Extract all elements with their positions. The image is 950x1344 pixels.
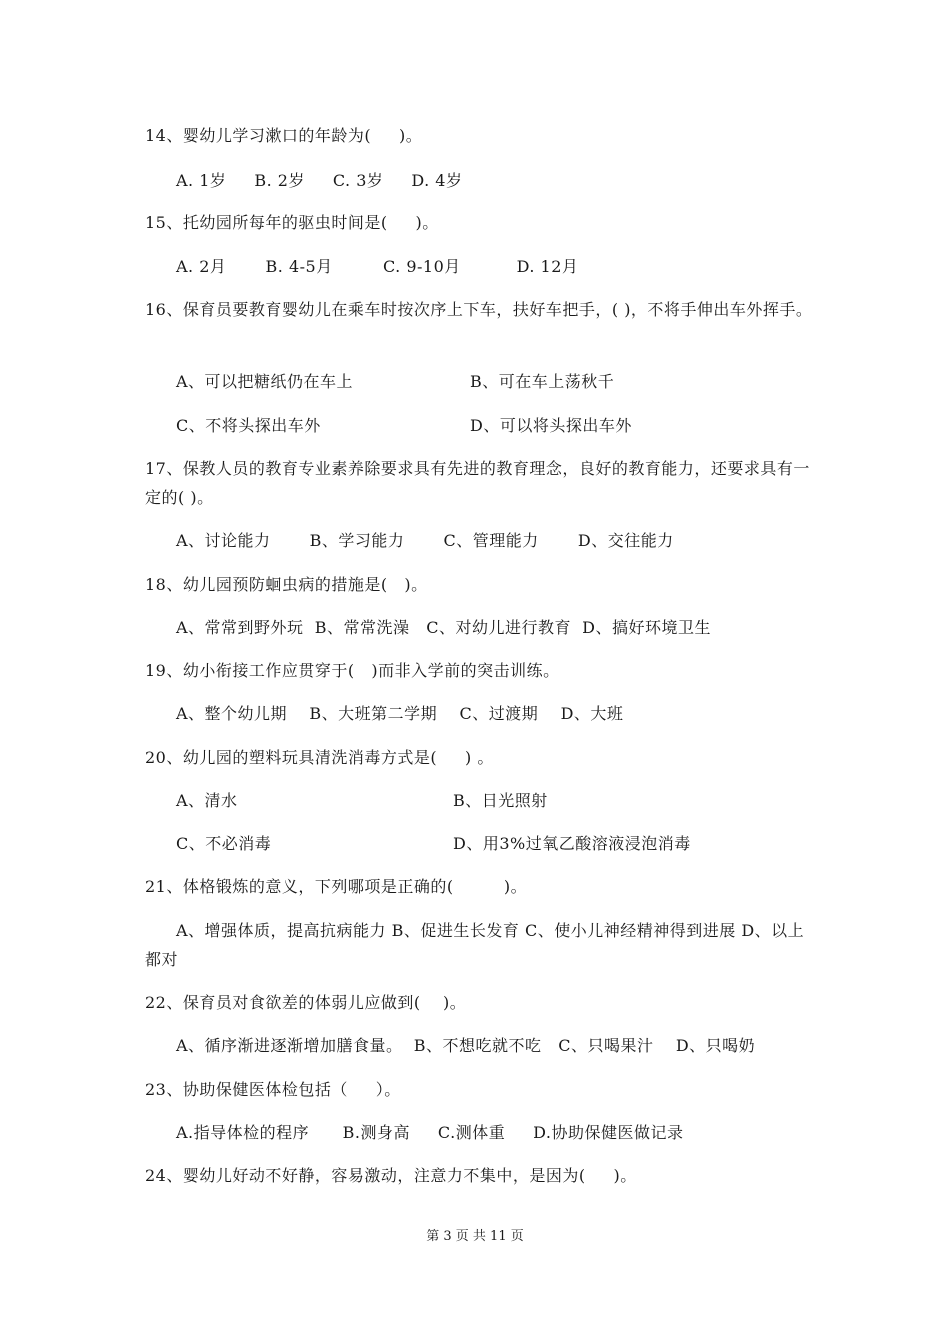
page-footer: 第 3 页 共 11 页 — [426, 1229, 524, 1244]
question-22-options: A、循序渐进逐渐增加膳食量。 B、不想吃就不吃 C、只喝果汁 D、只喝奶 — [176, 1036, 756, 1055]
question-14: 14、婴幼儿学习漱口的年龄为( )。 — [145, 126, 423, 145]
question-18: 18、幼儿园预防蛔虫病的措施是( )。 — [145, 575, 428, 594]
question-20-option-c: C、不必消毒 — [176, 834, 272, 853]
question-23: 23、协助保健医体检包括（ ）。 — [145, 1080, 401, 1099]
question-16-option-b: B、可在车上荡秋千 — [470, 372, 615, 391]
question-23-options: A.指导体检的程序 B.测身高 C.测体重 D.协助保健医做记录 — [176, 1123, 684, 1142]
question-20-option-a: A、清水 — [176, 791, 238, 810]
question-17-options: A、讨论能力 B、学习能力 C、管理能力 D、交往能力 — [176, 531, 674, 550]
question-20-option-d: D、用3%过氧乙酸溶液浸泡消毒 — [453, 834, 691, 853]
question-21-options: A、增强体质，提高抗病能力 B、促进生长发育 C、使小儿神经精神得到进展 D、以上都对 — [145, 921, 805, 969]
question-16-option-c: C、不将头探出车外 — [176, 416, 321, 435]
question-20-option-b: B、日光照射 — [453, 791, 548, 810]
question-15-options: A. 2月 B. 4-5月 C. 9-10月 D. 12月 — [176, 257, 579, 276]
question-20: 20、幼儿园的塑料玩具清洗消毒方式是( ) 。 — [145, 748, 494, 767]
question-16: 16、保育员要教育婴幼儿在乘车时按次序上下车，扶好车把手，( )，不将手伸出车外挥手。 — [145, 300, 813, 319]
question-17: 17、保教人员的教育专业素养除要求具有先进的教育理念，良好的教育能力，还要求具有一定的( )。 — [145, 459, 810, 507]
question-24: 24、婴幼儿好动不好静，容易激动，注意力不集中，是因为( )。 — [145, 1166, 637, 1185]
question-15: 15、托幼园所每年的驱虫时间是( )。 — [145, 213, 439, 232]
question-22: 22、保育员对食欲差的体弱儿应做到( )。 — [145, 993, 467, 1012]
question-21: 21、体格锻炼的意义，下列哪项是正确的( )。 — [145, 877, 528, 896]
question-16-option-a: A、可以把糖纸仍在车上 — [176, 372, 354, 391]
question-18-options: A、常常到野外玩 B、常常洗澡 C、对幼儿进行教育 D、搞好环境卫生 — [176, 618, 711, 637]
question-16-option-d: D、可以将头探出车外 — [470, 416, 632, 435]
question-19: 19、幼小衔接工作应贯穿于( )而非入学前的突击训练。 — [145, 661, 560, 680]
question-14-options: A. 1岁 B. 2岁 C. 3岁 D. 4岁 — [176, 171, 463, 190]
question-19-options: A、整个幼儿期 B、大班第二学期 C、过渡期 D、大班 — [176, 704, 624, 723]
